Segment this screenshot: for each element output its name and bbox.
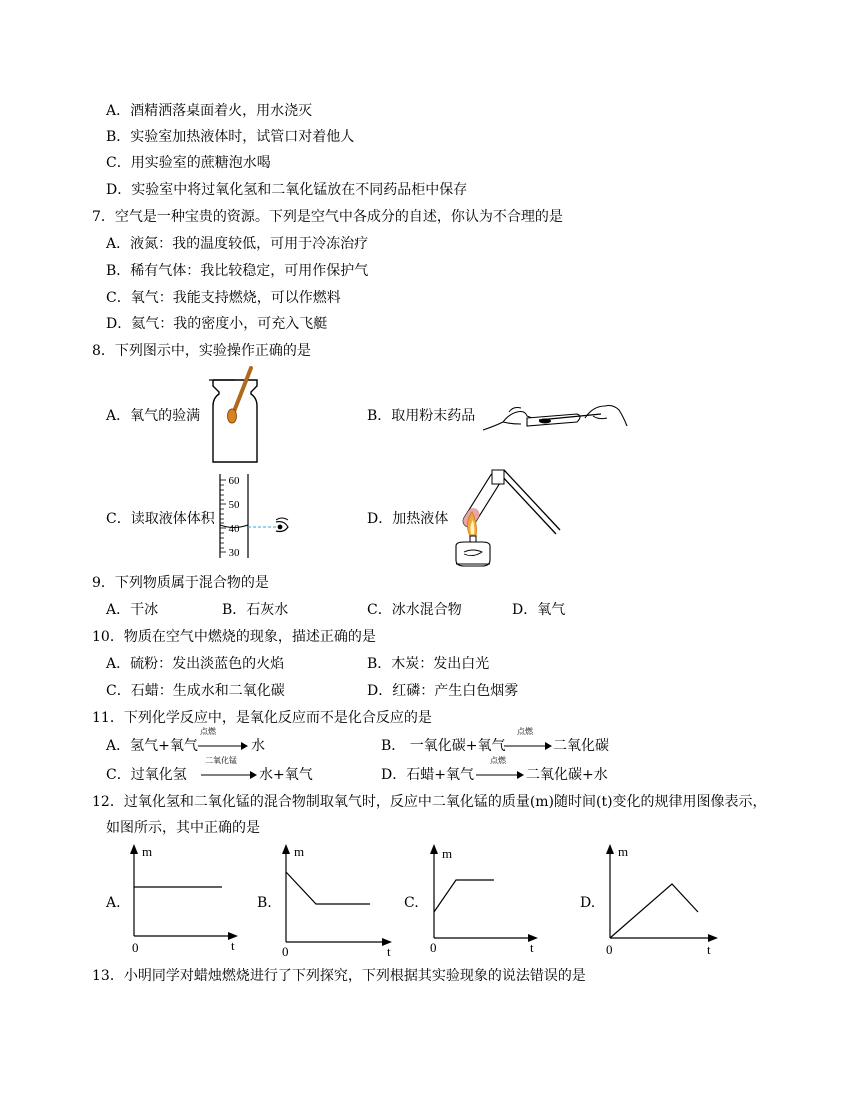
q11-option-b-left: B． 一氧化碳+氧气 <box>381 738 506 754</box>
q11-stem: 11．下列化学反应中，是氧化反应而不是化合反应的是 <box>92 710 432 726</box>
q10-option-a: A．硫粉：发出淡蓝色的火焰 <box>106 656 285 672</box>
q10-option-d: D．红磷：产生白色烟雾 <box>367 683 519 699</box>
q9-option-b: B．石灰水 <box>222 602 289 618</box>
q7-option-a: A．液氮：我的温度较低，可用于冷冻治疗 <box>106 236 369 252</box>
graph-c-curve <box>434 880 494 912</box>
q12-option-b: B. <box>257 895 272 911</box>
graph-d <box>600 842 722 958</box>
q13-stem: 13．小明同学对蜡烛燃烧进行了下列探究，下列根据其实验现象的说法错误的是 <box>92 968 586 984</box>
q11-option-a-right: 水 <box>251 738 265 754</box>
graph-b-curve <box>286 872 370 904</box>
q11-option-c-right: 水+氧气 <box>259 767 313 783</box>
q11-option-d-right: 二氧化碳+水 <box>526 767 608 783</box>
q8-option-d: D．加热液体 <box>367 511 449 527</box>
axis-label-t: t <box>707 942 711 957</box>
q11-option-b-condition: 点燃 <box>517 727 533 736</box>
q12-stem-line2: 如图所示，其中正确的是 <box>106 820 260 836</box>
q11-option-a-left: A．氢气+氧气 <box>106 738 198 754</box>
powder-transfer-figure <box>481 396 631 436</box>
graph-b <box>276 842 396 960</box>
q12-option-c: C. <box>404 895 419 911</box>
q6-option-d: D．实验室中将过氧化氢和二氧化锰放在不同药品柜中保存 <box>106 182 468 198</box>
axis-label-m: m <box>442 846 453 861</box>
q11-option-d-condition: 点燃 <box>490 756 506 765</box>
q8-option-b: B．取用粉末药品 <box>367 408 476 424</box>
axis-label-t: t <box>231 938 235 953</box>
axis-label-m: m <box>294 844 305 859</box>
q6-option-a: A．酒精洒落桌面着火，用水浇灭 <box>106 103 313 119</box>
q9-option-d: D．氧气 <box>512 602 566 618</box>
origin-label: 0 <box>606 942 613 957</box>
cylinder-tick-label: 50 <box>228 499 240 511</box>
q11-option-c-left: C．过氧化氢 <box>106 767 187 783</box>
q7-option-b: B．稀有气体：我比较稳定，可用作保护气 <box>106 263 369 279</box>
graduated-cylinder-figure <box>214 470 294 560</box>
q11-option-a-condition: 点燃 <box>200 727 216 736</box>
graph-a <box>124 842 244 954</box>
cylinder-tick-label: 60 <box>228 475 240 487</box>
q10-stem: 10．物质在空气中燃烧的现象，描述正确的是 <box>92 629 376 645</box>
graph-d-curve <box>610 884 698 938</box>
q11-option-d-left: D．石蜡+氧气 <box>381 767 474 783</box>
q8-stem: 8．下列图示中，实验操作正确的是 <box>92 343 311 359</box>
reaction-arrow-icon <box>200 769 258 781</box>
cylinder-tick-label: 30 <box>228 547 240 559</box>
q12-option-d: D. <box>580 895 596 911</box>
oxygen-check-figure <box>205 366 265 466</box>
q7-stem: 7．空气是一种宝贵的资源。下列是空气中各成分的自述，你认为不合理的是 <box>92 209 563 225</box>
origin-label: 0 <box>430 940 437 955</box>
graph-c <box>424 842 544 956</box>
axis-label-t: t <box>530 940 534 955</box>
q9-option-a: A．干冰 <box>106 602 159 618</box>
heating-liquid-figure <box>448 466 563 570</box>
q9-option-c: C．冰水混合物 <box>367 602 462 618</box>
q7-option-c: C．氧气：我能支持燃烧，可以作燃料 <box>106 290 341 306</box>
axis-label-m: m <box>142 844 153 859</box>
q7-option-d: D．氦气：我的密度小，可充入飞艇 <box>106 316 328 332</box>
q12-stem-line1: 12．过氧化氢和二氧化锰的混合物制取氧气时，反应中二氧化锰的质量(m)随时间(t)变化的规律用图像表示， <box>92 794 767 810</box>
reaction-arrow-icon <box>503 740 553 752</box>
origin-label: 0 <box>132 940 139 954</box>
q11-option-b-right: 二氧化碳 <box>553 738 609 754</box>
q6-option-b: B．实验室加热液体时，试管口对着他人 <box>106 129 355 145</box>
axis-label-t: t <box>387 944 391 959</box>
q10-option-b: B．木炭：发出白光 <box>367 656 490 672</box>
cylinder-tick-label: 40 <box>228 523 240 535</box>
axis-label-m: m <box>618 844 629 859</box>
q10-option-c: C．石蜡：生成水和二氧化碳 <box>106 683 285 699</box>
q8-option-a: A．氧气的验满 <box>106 408 201 424</box>
q12-option-a: A. <box>106 895 121 911</box>
q8-option-c: C．读取液体体积 <box>106 511 215 527</box>
q9-stem: 9．下列物质属于混合物的是 <box>92 575 269 591</box>
reaction-arrow-icon <box>475 769 525 781</box>
q11-option-c-condition: 二氧化锰 <box>205 756 237 765</box>
origin-label: 0 <box>282 944 289 959</box>
q6-option-c: C．用实验室的蔗糖泡水喝 <box>106 155 271 171</box>
